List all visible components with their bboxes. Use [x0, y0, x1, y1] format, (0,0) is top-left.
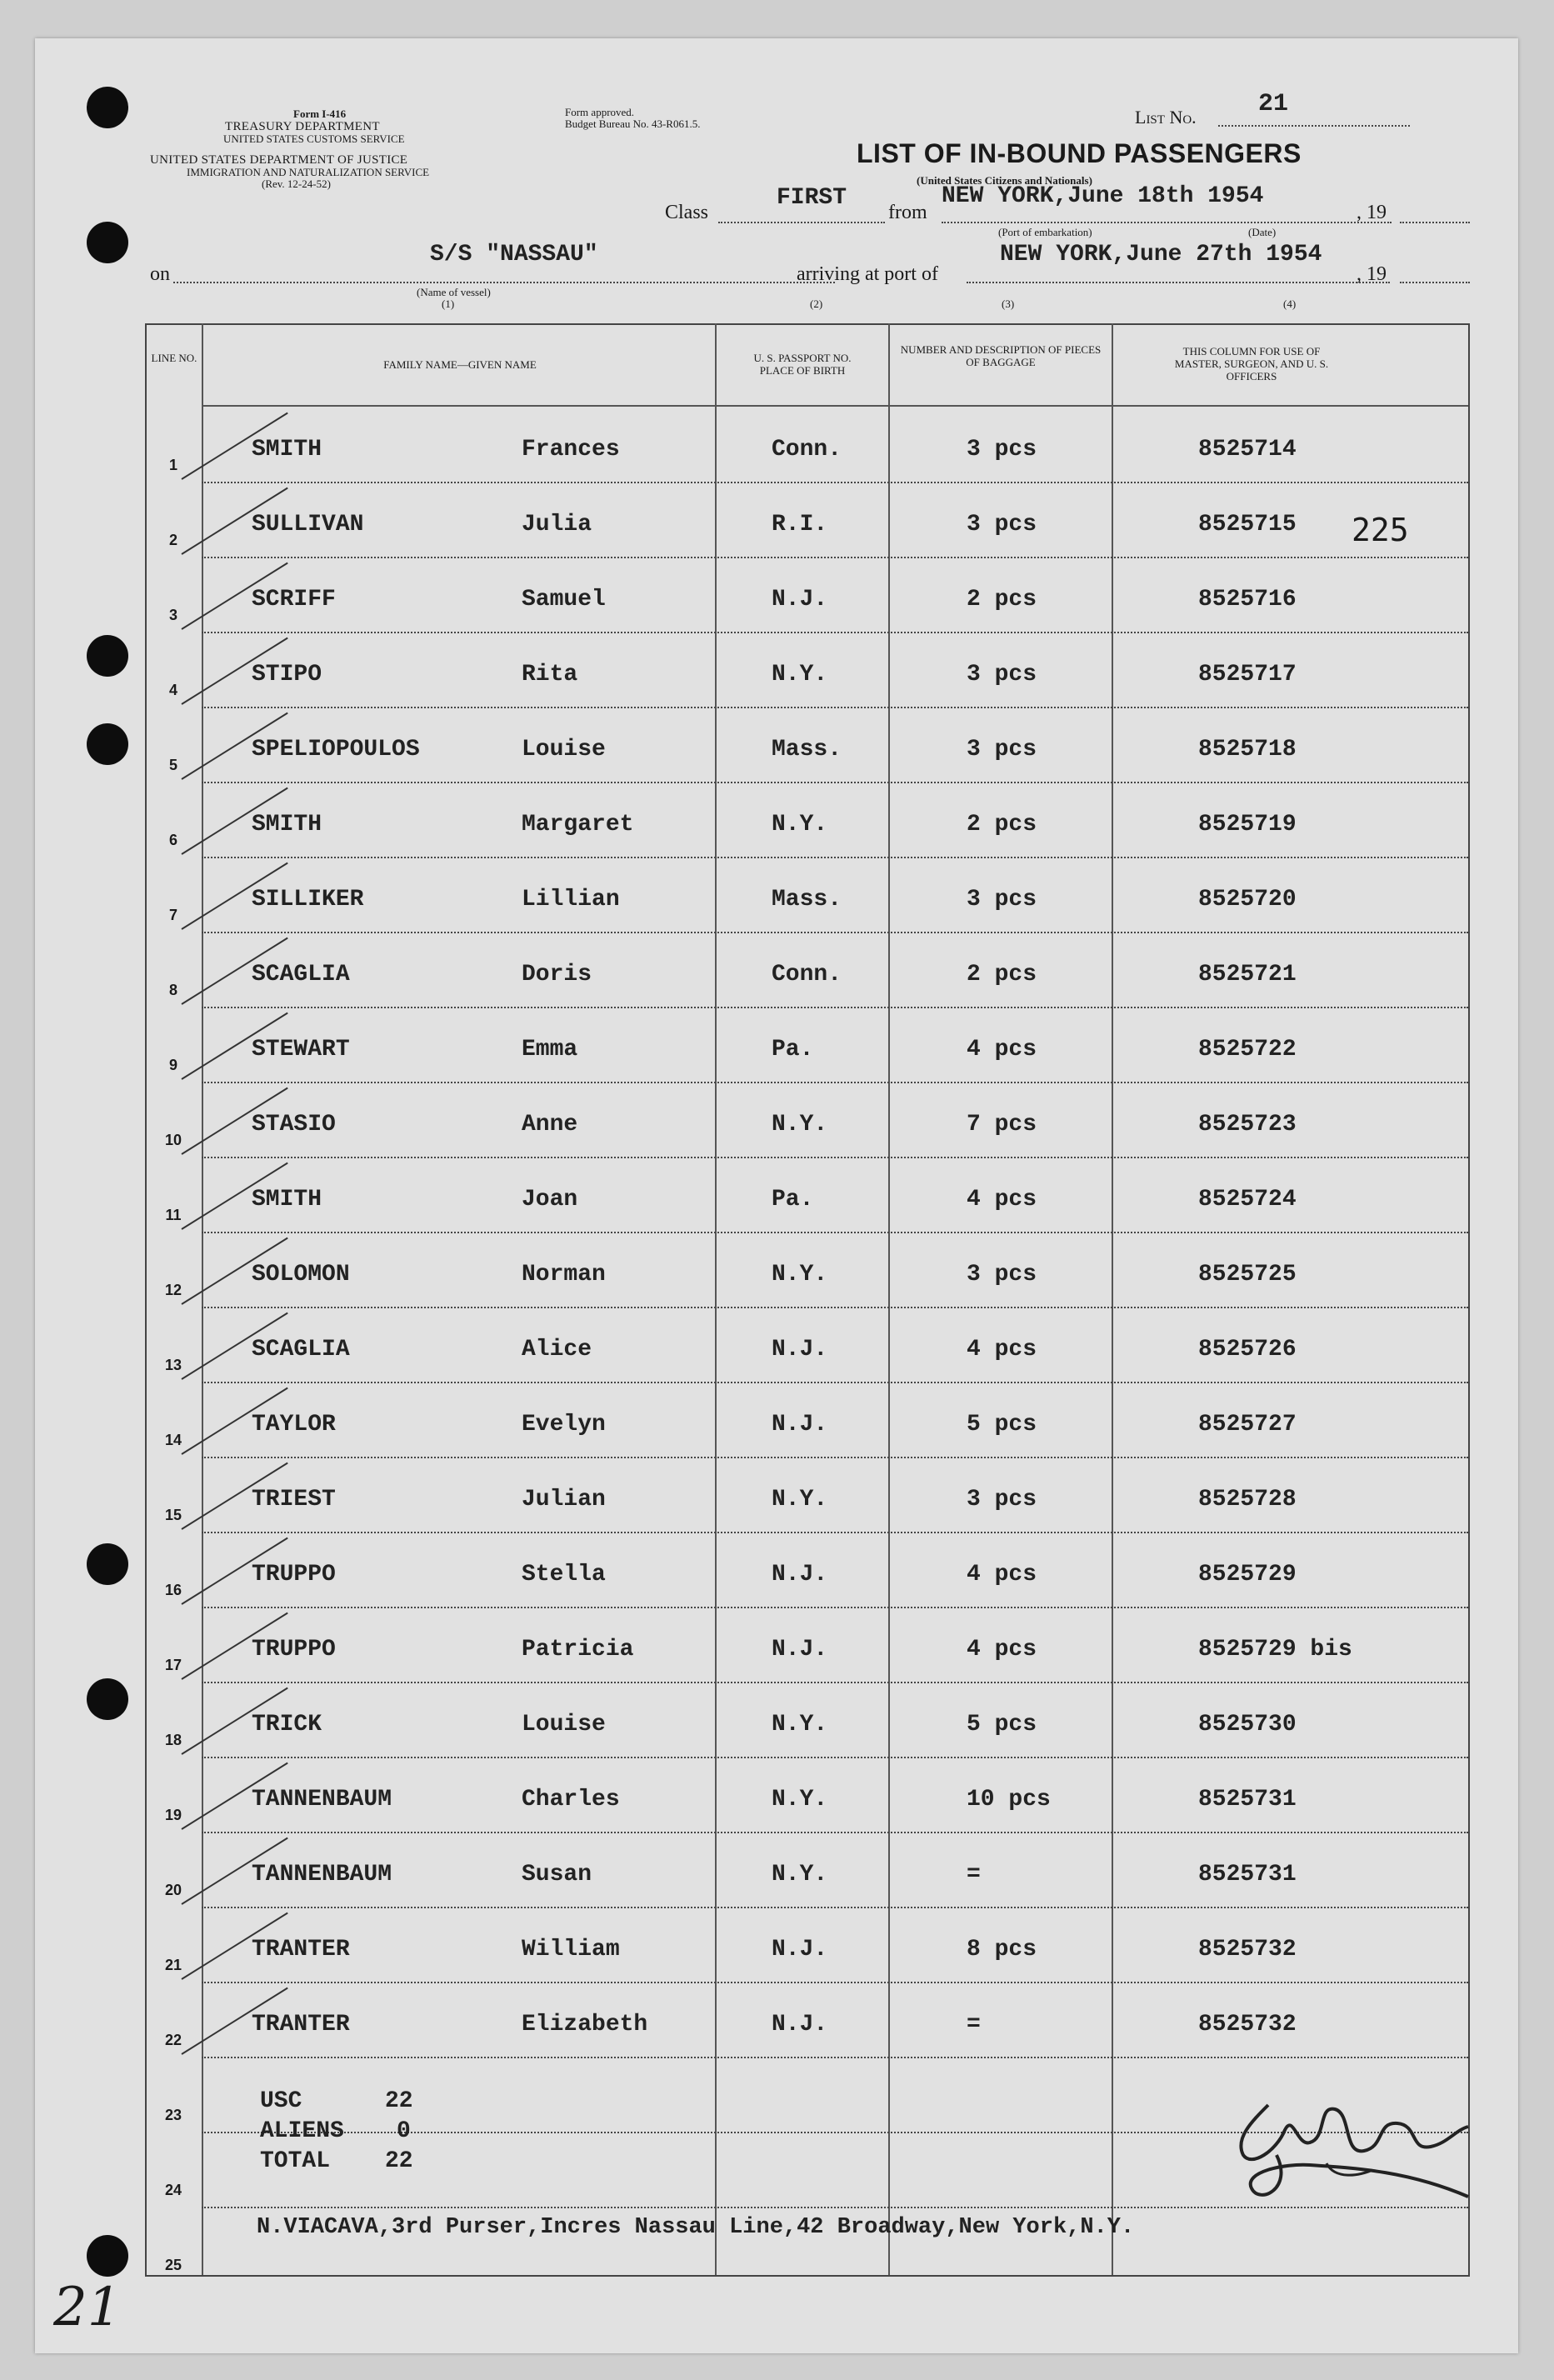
place-of-birth: N.J. [772, 1412, 828, 1438]
row-number: 19 [164, 1807, 182, 1823]
baggage-count: 4 pcs [967, 1637, 1037, 1662]
usc-label: USC [260, 2088, 302, 2114]
baggage-count: 3 pcs [967, 1262, 1037, 1288]
justice-dept: UNITED STATES DEPARTMENT OF JUSTICE [150, 153, 408, 167]
vessel-col-number: (1) [442, 298, 455, 310]
row-number: 8 [168, 982, 177, 998]
list-no-value: 21 [1258, 90, 1289, 118]
place-of-birth: N.Y. [772, 1712, 828, 1738]
total-count: 22 [385, 2148, 413, 2174]
baggage-count: 8 pcs [967, 1937, 1037, 1962]
row-number: 12 [164, 1282, 182, 1298]
form-approved: Form approved. [565, 106, 635, 118]
row-number: 15 [164, 1507, 182, 1523]
header-officers: THIS COLUMN FOR USE OF MASTER, SURGEON, AND U. S. OFFICERS [1174, 345, 1329, 382]
given-name: Frances [522, 437, 620, 462]
row-divider [202, 1532, 1468, 1533]
treasury-dept: TREASURY DEPARTMENT [225, 120, 380, 133]
passport-number: 8525724 [1198, 1187, 1297, 1212]
family-name: SOLOMON [252, 1262, 350, 1288]
passport-number: 8525716 [1198, 587, 1297, 612]
vessel-name: S/S "NASSAU" [430, 242, 598, 268]
row-number: 13 [164, 1357, 182, 1373]
family-name: TRANTER [252, 1937, 350, 1962]
row-divider [202, 1607, 1468, 1608]
revision-date: (Rev. 12-24-52) [262, 178, 331, 190]
baggage-count: 3 pcs [967, 662, 1037, 688]
usc-count: 22 [385, 2088, 413, 2114]
passport-number: 8525721 [1198, 962, 1297, 988]
given-name: Samuel [522, 587, 606, 612]
family-name: SCRIFF [252, 587, 336, 612]
row-number: 11 [165, 1207, 182, 1223]
row-divider [202, 1682, 1468, 1683]
header-baggage: NUMBER AND DESCRIPTION OF PIECES OF BAGGAGE [900, 343, 1102, 368]
family-name: TRUPPO [252, 1637, 336, 1662]
class-value: FIRST [777, 185, 847, 211]
row-number: 10 [164, 1132, 182, 1148]
row-number: 17 [164, 1657, 182, 1673]
punch-hole [87, 723, 128, 765]
passport-number: 8525729 [1198, 1562, 1297, 1588]
row-divider [202, 1757, 1468, 1758]
family-name: SULLIVAN [252, 512, 364, 538]
row-number: 7 [168, 907, 177, 923]
row-divider [202, 932, 1468, 933]
family-name: SILLIKER [252, 887, 364, 912]
header-line-no: LINE NO. [151, 352, 197, 364]
given-name: Emma [522, 1037, 578, 1062]
passport-number: 8525719 [1198, 812, 1297, 838]
given-name: Lillian [522, 887, 620, 912]
punch-hole [87, 1678, 128, 1720]
place-of-birth: N.Y. [772, 1112, 828, 1138]
passport-number: 8525732 [1198, 2012, 1297, 2038]
given-name: Joan [522, 1187, 578, 1212]
place-of-birth: R.I. [772, 512, 828, 538]
given-name: Charles [522, 1787, 620, 1812]
family-name: TRICK [252, 1712, 322, 1738]
given-name: Louise [522, 737, 606, 762]
family-name: SCAGLIA [252, 1337, 350, 1362]
row-divider [202, 482, 1468, 483]
baggage-count: 2 pcs [967, 812, 1037, 838]
place-of-birth: N.J. [772, 1562, 828, 1588]
given-name: Margaret [522, 812, 634, 838]
row-number: 24 [164, 2182, 182, 2198]
row-divider [202, 557, 1468, 558]
row-number: 14 [164, 1432, 182, 1448]
list-no-label: List No. [1135, 107, 1197, 128]
baggage-count: 4 pcs [967, 1562, 1037, 1588]
place-of-birth: Pa. [772, 1037, 814, 1062]
row-divider [202, 857, 1468, 858]
passport-number: 8525731 [1198, 1862, 1297, 1888]
baggage-count: 3 pcs [967, 737, 1037, 762]
customs-service: UNITED STATES CUSTOMS SERVICE [223, 132, 405, 145]
row-divider [202, 1832, 1468, 1833]
baggage-count: 2 pcs [967, 587, 1037, 612]
place-of-birth: N.J. [772, 1337, 828, 1362]
family-name: TRIEST [252, 1487, 336, 1512]
header-name: FAMILY NAME—GIVEN NAME [383, 358, 537, 371]
baggage-count: = [967, 2012, 981, 2038]
row-number: 5 [168, 757, 177, 773]
row-number: 18 [164, 1732, 182, 1748]
document-subtitle: (United States Citizens and Nationals) [917, 174, 1092, 187]
place-of-birth: N.J. [772, 587, 828, 612]
row-number: 20 [164, 1882, 182, 1898]
row-number: 4 [168, 682, 177, 698]
baggage-count: 3 pcs [967, 887, 1037, 912]
arriving-label: arriving at port of [797, 263, 938, 285]
row-divider [202, 1007, 1468, 1008]
given-name: Stella [522, 1562, 606, 1588]
header-passport: U. S. PASSPORT NO. PLACE OF BIRTH [753, 352, 852, 377]
year-suffix-2: , 19 [1357, 263, 1387, 285]
baggage-count: = [967, 1862, 981, 1888]
col-number-2: (2) [810, 298, 823, 310]
baggage-count: 3 pcs [967, 1487, 1037, 1512]
place-of-birth: N.Y. [772, 1787, 828, 1812]
row-divider [202, 1082, 1468, 1083]
row-divider [202, 782, 1468, 783]
row-divider [202, 1232, 1468, 1233]
budget-bureau: Budget Bureau No. 43-R061.5. [565, 118, 701, 130]
passport-number: 8525727 [1198, 1412, 1297, 1438]
row-divider [202, 1457, 1468, 1458]
place-of-birth: Mass. [772, 887, 842, 912]
baggage-count: 2 pcs [967, 962, 1037, 988]
place-of-birth: Mass. [772, 737, 842, 762]
from-label: from [888, 202, 927, 223]
arrival-value: NEW YORK,June 27th 1954 [1000, 242, 1322, 268]
port-embark-label: (Port of embarkation) [998, 226, 1092, 238]
total-label: TOTAL [260, 2148, 331, 2174]
year-suffix-1: , 19 [1357, 202, 1387, 223]
baggage-count: 10 pcs [967, 1787, 1051, 1812]
vessel-label: (Name of vessel) [417, 286, 491, 298]
family-name: SMITH [252, 1187, 322, 1212]
family-name: TANNENBAUM [252, 1862, 392, 1888]
row-divider [202, 632, 1468, 633]
passport-number: 8525730 [1198, 1712, 1297, 1738]
class-label: Class [665, 202, 709, 223]
row-number: 22 [164, 2032, 182, 2048]
from-value: NEW YORK,June 18th 1954 [942, 183, 1264, 209]
place-of-birth: N.Y. [772, 1262, 828, 1288]
given-name: Evelyn [522, 1412, 606, 1438]
family-name: TRUPPO [252, 1562, 336, 1588]
punch-hole [87, 635, 128, 677]
row-number: 1 [168, 457, 177, 473]
family-name: STIPO [252, 662, 322, 688]
place-of-birth: N.J. [772, 1637, 828, 1662]
passport-number: 8525732 [1198, 1937, 1297, 1962]
given-name: Julia [522, 512, 592, 538]
on-label: on [150, 263, 170, 285]
place-of-birth: Conn. [772, 437, 842, 462]
place-of-birth: N.J. [772, 1937, 828, 1962]
given-name: Norman [522, 1262, 606, 1288]
given-name: Elizabeth [522, 2012, 648, 2038]
punch-hole [87, 2235, 128, 2277]
given-name: Doris [522, 962, 592, 988]
row-number: 21 [164, 1957, 182, 1973]
row-divider [202, 1907, 1468, 1908]
baggage-count: 3 pcs [967, 512, 1037, 538]
family-name: TAYLOR [252, 1412, 336, 1438]
row-number: 2 [168, 532, 177, 548]
row-divider [202, 2057, 1468, 2058]
family-name: STEWART [252, 1037, 350, 1062]
passport-number: 8525723 [1198, 1112, 1297, 1138]
passport-number: 8525728 [1198, 1487, 1297, 1512]
aliens-label: ALIENS [260, 2118, 344, 2144]
passport-number: 8525722 [1198, 1037, 1297, 1062]
col-number-3: (3) [1002, 298, 1015, 310]
passport-number: 8525731 [1198, 1787, 1297, 1812]
baggage-count: 5 pcs [967, 1712, 1037, 1738]
place-of-birth: N.Y. [772, 662, 828, 688]
baggage-count: 4 pcs [967, 1187, 1037, 1212]
place-of-birth: Pa. [772, 1187, 814, 1212]
row-divider [202, 1982, 1468, 1983]
family-name: SPELIOPOULOS [252, 737, 420, 762]
passenger-table [145, 323, 1470, 2277]
given-name: Anne [522, 1112, 578, 1138]
baggage-count: 7 pcs [967, 1112, 1037, 1138]
officer-signature [1218, 2072, 1535, 2213]
row-divider [202, 1307, 1468, 1308]
passport-number: 8525720 [1198, 887, 1297, 912]
document-sheet [35, 38, 1518, 2353]
passport-number: 8525718 [1198, 737, 1297, 762]
baggage-count: 3 pcs [967, 437, 1037, 462]
row-number: 25 [164, 2257, 182, 2273]
margin-number: 225 [1352, 512, 1409, 548]
punch-hole [87, 87, 128, 128]
given-name: Patricia [522, 1637, 634, 1662]
family-name: SMITH [252, 437, 322, 462]
row-divider [202, 1157, 1468, 1158]
place-of-birth: N.J. [772, 2012, 828, 2038]
row-divider [202, 707, 1468, 708]
baggage-count: 4 pcs [967, 1337, 1037, 1362]
row-number: 3 [168, 607, 177, 623]
family-name: SMITH [252, 812, 322, 838]
place-of-birth: N.Y. [772, 812, 828, 838]
purser-line: N.VIACAVA,3rd Purser,Incres Nassau Line,42 Broadway,New York,N.Y. [257, 2215, 1135, 2240]
row-number: 6 [168, 832, 177, 848]
passport-number: 8525725 [1198, 1262, 1297, 1288]
place-of-birth: N.Y. [772, 1862, 828, 1888]
form-number: Form I-416 [293, 108, 347, 120]
document-title: LIST OF IN-BOUND PASSENGERS [857, 138, 1302, 168]
place-of-birth: Conn. [772, 962, 842, 988]
ins-service: IMMIGRATION AND NATURALIZATION SERVICE [187, 166, 430, 178]
passport-number: 8525726 [1198, 1337, 1297, 1362]
aliens-count: 0 [397, 2118, 411, 2144]
given-name: William [522, 1937, 620, 1962]
family-name: TRANTER [252, 2012, 350, 2038]
given-name: Louise [522, 1712, 606, 1738]
family-name: TANNENBAUM [252, 1787, 392, 1812]
given-name: Julian [522, 1487, 606, 1512]
row-divider [202, 1382, 1468, 1383]
passport-number: 8525729 bis [1198, 1637, 1352, 1662]
place-of-birth: N.Y. [772, 1487, 828, 1512]
col-number-4: (4) [1283, 298, 1297, 310]
baggage-count: 4 pcs [967, 1037, 1037, 1062]
passport-number: 8525717 [1198, 662, 1297, 688]
passport-number: 8525715 [1198, 512, 1297, 538]
punch-hole [87, 222, 128, 263]
punch-hole [87, 1543, 128, 1585]
date-label: (Date) [1248, 226, 1277, 238]
given-name: Rita [522, 662, 578, 688]
family-name: SCAGLIA [252, 962, 350, 988]
corner-handwriting: 21 [53, 2277, 122, 2338]
row-number: 9 [168, 1057, 177, 1073]
row-number: 23 [164, 2107, 182, 2123]
passport-number: 8525714 [1198, 437, 1297, 462]
row-number: 16 [164, 1582, 182, 1598]
given-name: Alice [522, 1337, 592, 1362]
baggage-count: 5 pcs [967, 1412, 1037, 1438]
family-name: STASIO [252, 1112, 336, 1138]
given-name: Susan [522, 1862, 592, 1888]
